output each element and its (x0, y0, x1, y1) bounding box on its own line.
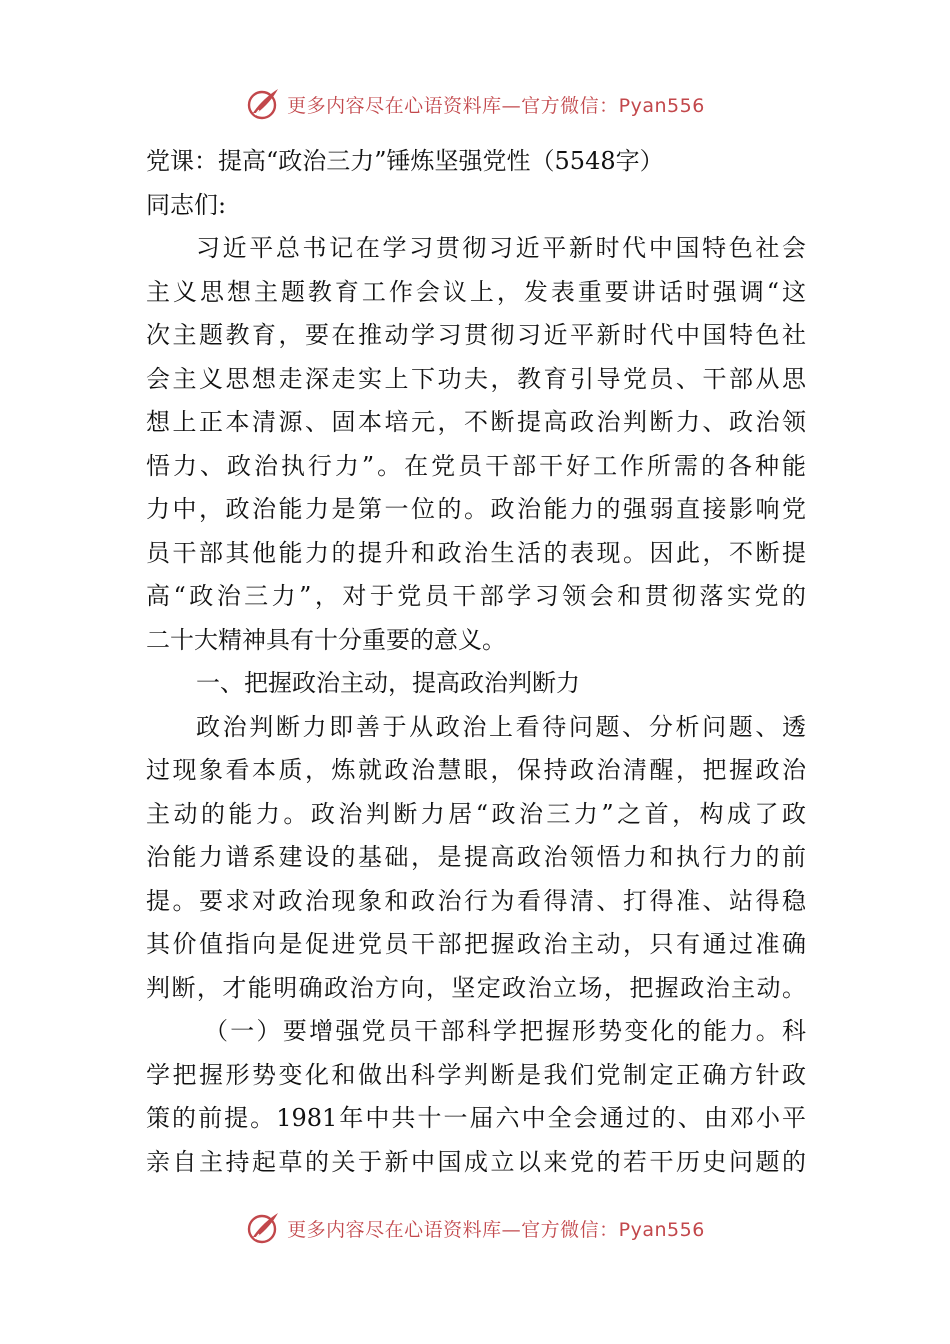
paragraph-line: 主义思想主题教育工作会议上，发表重要讲话时强调“这 (146, 277, 806, 306)
paragraph-line: 提。要求对政治现象和政治行为看得清、打得准、站得稳 (146, 886, 806, 915)
paragraph-line: 策的前提。1981年中共十一届六中全会通过的、由邓小平 (146, 1104, 806, 1132)
watermark-text: 更多内容尽在心语资料库—官方微信：Pyan556 (287, 1218, 705, 1241)
subsection-line: （一）要增强党员干部科学把握形势变化的能力。科 (204, 1017, 806, 1045)
paragraph-line: 力中，政治能力是第一位的。政治能力的强弱直接影响党 (146, 495, 806, 523)
document-body (146, 140, 806, 1184)
paragraph-line: 想上正本清源、固本培元，不断提高政治判断力、政治领 (146, 408, 806, 436)
paragraph-line: 亲自主持起草的关于新中国成立以来党的若干历史问题的 (146, 1147, 806, 1176)
paragraph-line: 判断，才能明确政治方向，坚定政治立场，把握政治主动。 (146, 973, 806, 1002)
paragraph-line: 员干部其他能力的提升和政治生活的表现。因此，不断提 (146, 538, 806, 567)
paragraph-line: 高“政治三力”，对于党员干部学习领会和贯彻落实党的 (146, 582, 806, 610)
paragraph-line: 次主题教育，要在推动学习贯彻习近平新时代中国特色社 (146, 321, 806, 349)
section-heading: 一、把握政治主动，提高政治判断力 (196, 669, 580, 697)
document-title: 党课：提高“政治三力”锤炼坚强党性（5548字） (146, 147, 664, 175)
watermark-header (0, 84, 950, 124)
paragraph-line: 学把握形势变化和做出科学判断是我们党制定正确方针政 (146, 1060, 806, 1089)
paragraph-line: 二十大精神具有十分重要的意义。 (146, 625, 506, 654)
paragraph-line: 政治判断力即善于从政治上看待问题、分析问题、透 (196, 712, 806, 741)
paragraph-line: 其价值指向是促进党员干部把握政治主动，只有通过准确 (146, 930, 806, 958)
paragraph-line: 治能力谱系建设的基础，是提高政治领悟力和执行力的前 (146, 843, 806, 871)
paragraph-line: 过现象看本质，炼就政治慧眼，保持政治清醒，把握政治 (146, 756, 806, 784)
salutation: 同志们: (146, 190, 227, 219)
watermark-footer (0, 1208, 950, 1248)
paragraph-line: 悟力、政治执行力”。在党员干部干好工作所需的各种能 (146, 451, 806, 480)
paragraph-line: 会主义思想走深走实上下功夫，教育引导党员、干部从思 (146, 364, 806, 393)
quill-logo-icon (245, 86, 281, 122)
watermark-text: 更多内容尽在心语资料库—官方微信：Pyan556 (287, 94, 705, 117)
paragraph-line: 主动的能力。政治判断力居“政治三力”之首，构成了政 (146, 799, 806, 828)
paragraph-line: 习近平总书记在学习贯彻习近平新时代中国特色社会 (196, 234, 806, 262)
quill-logo-icon (245, 1210, 281, 1246)
